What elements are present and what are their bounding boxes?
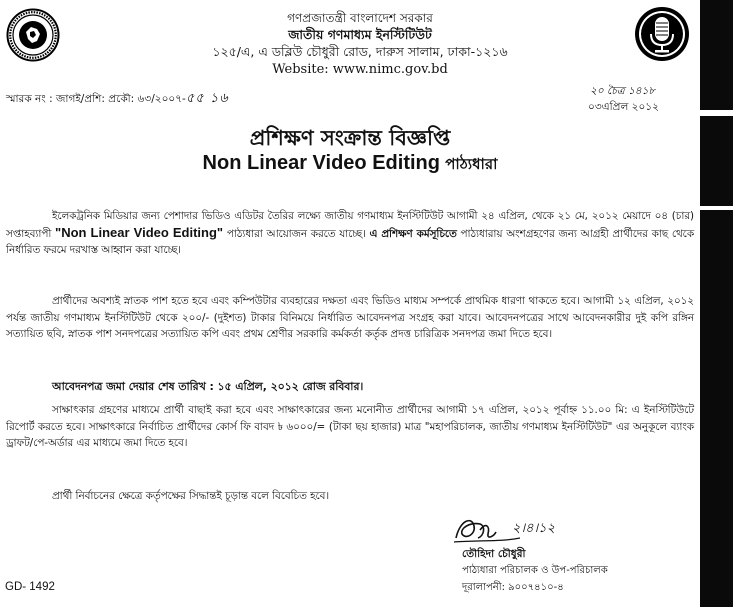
document-code: GD- 1492 bbox=[5, 581, 55, 593]
notice-title: প্রশিক্ষণ সংক্রান্ত বিজ্ঞপ্তি bbox=[249, 126, 451, 150]
institute-website: Website: www.nimc.gov.bd bbox=[272, 62, 448, 77]
handwritten-signature bbox=[450, 512, 570, 548]
course-name: Non Linear Video Editing bbox=[202, 152, 440, 174]
government-name: গণপ্রজাতন্ত্রী বাংলাদেশ সরকার bbox=[287, 11, 433, 25]
memo-handwritten-number: ৫৫ ১৬ bbox=[185, 91, 229, 106]
paragraph-interview: সাক্ষাৎকার গ্রহণের মাধ্যমে প্রার্থী বাছাই করা হবে এবং সাক্ষাৎকারের জন্য মনোনীত প্রার্থীদের আগামী ১৭ এপ্রিল, ২০১২ পূর্বাহ্ন ১১.০০ মি: এ ইনস্টিটিউটে রিপোর্ট করতে হবে। সাক্ষাৎকারে নির্বাচিত প্রার্থীদের কোর্স ফি বাবদ ৳ ৬০০০/= (টাকা ছয় হাজার) মাত্র "মহাপরিচালক, জাতীয় গণমাধ্যম ইনস্টিটিউট" এর অনুকূলে ব্যাংক ড্রাফট/পে-অর্ডার এর মাধ্যমে জমা দিতে হবে। bbox=[6, 404, 694, 449]
signatory-title: পাঠ্যধারা পরিচালক ও উপ-পরিচালক bbox=[462, 565, 608, 576]
paragraph-intro-text-3: পাঠ্যধারায় অংশগ্রহণের জন্য আগ্রহী প্রার্থীদের কাছ থেকে নির্ধারিত ফরমে দরখাস্ত আহ্বান করা যাচ্ছে। bbox=[6, 227, 695, 256]
application-deadline: আবেদনপত্র জমা দেয়ার শেষ তারিখ : ১৫ এপ্রিল, ২০১২ রোজ রবিবার। bbox=[52, 380, 364, 393]
date-gregorian: ০৩এপ্রিল ২০১২ bbox=[588, 101, 659, 113]
institute-address: ১২৫/এ, এ ডব্লিউ চৌধুরী রোড, দারুস সালাম, ঢাকা-১২১৬ bbox=[212, 44, 508, 59]
paragraph-authority: প্রার্থী নির্বাচনের ক্ষেত্রে কর্তৃপক্ষের সিদ্ধান্তই চূড়ান্ত বলে বিবেচিত হবে। bbox=[52, 490, 330, 502]
government-seal-icon bbox=[6, 8, 60, 62]
memo-label: স্মারক নং : জাগই/প্রশি: প্রকৌ: ৬৩/২০০৭- bbox=[6, 93, 186, 105]
paragraph-intro-text-1: ইলেকট্রনিক মিডিয়ার জন্য পেশাদার ভিডিও এডিটর তৈরির লক্ষ্যে জাতীয় গণমাধ্যম ইনস্টিটিউট আগামী ২৪ এপ্রিল, থেকে ২১ মে, ২০১২ মেয়াদে ০৪ (চার) সপ্তাহব্যাপী bbox=[6, 210, 694, 240]
memo-reference bbox=[6, 89, 229, 110]
scan-edge-strip bbox=[700, 0, 733, 607]
paragraph-intro-text-2: পাঠ্যধারা আয়োজন করতে যাচ্ছে। bbox=[223, 227, 370, 240]
signatory-phone: দূরালাপনী: ৯০০৭৪১০-৪ bbox=[462, 582, 564, 593]
paragraph-intro bbox=[6, 208, 694, 259]
scan-edge-mark bbox=[700, 110, 733, 116]
signature-date: ২।৪।১২ bbox=[512, 521, 556, 536]
microphone-logo-icon bbox=[634, 6, 690, 62]
paragraph-eligibility: প্রার্থীদের অবশ্যই স্নাতক পাশ হতে হবে এবং কম্পিউটার ব্যবহারের দক্ষতা এবং ভিডিও মাধ্যম সম্পর্কে প্রাথমিক ধারণা থাকতে হবে। আগামী ১২ এপ্রিল, ২০১২ পর্যন্ত জাতীয় গণমাধ্যম ইনস্টিটিউট থেকে ২০০/- (দুইশত) টাকার বিনিময়ে নির্ধারিত আবেদনপত্র সংগ্রহ করা যাবে। আবেদনপত্রের সাথে আবেদনকারীর দুই কপি রঙ্গিন সত্যায়িত ছবি, স্নাতক পাশ সনদপত্রের সত্যায়িত কপি এবং প্রথম শ্রেণীর সরকারি কর্মকর্তা কর্তৃক প্রদত্ত চারিত্রিক সনদপত্র জমা দিতে হবে। bbox=[6, 295, 694, 340]
date-bengali-calendar: ২০ চৈত্র ১৪১৮ bbox=[590, 85, 656, 97]
course-highlight: "Non Linear Video Editing" bbox=[55, 224, 224, 240]
institute-name: জাতীয় গণমাধ্যম ইনস্টিটিউট bbox=[288, 27, 432, 42]
signatory-name: তৌহিদা চৌধুরী bbox=[462, 548, 526, 560]
course-suffix: পাঠ্যধারা bbox=[439, 155, 498, 173]
course-title bbox=[0, 152, 700, 178]
scan-edge-mark bbox=[700, 206, 733, 210]
paragraph-intro-bold: এ প্রশিক্ষণ কর্মসূচিতে bbox=[369, 227, 457, 240]
